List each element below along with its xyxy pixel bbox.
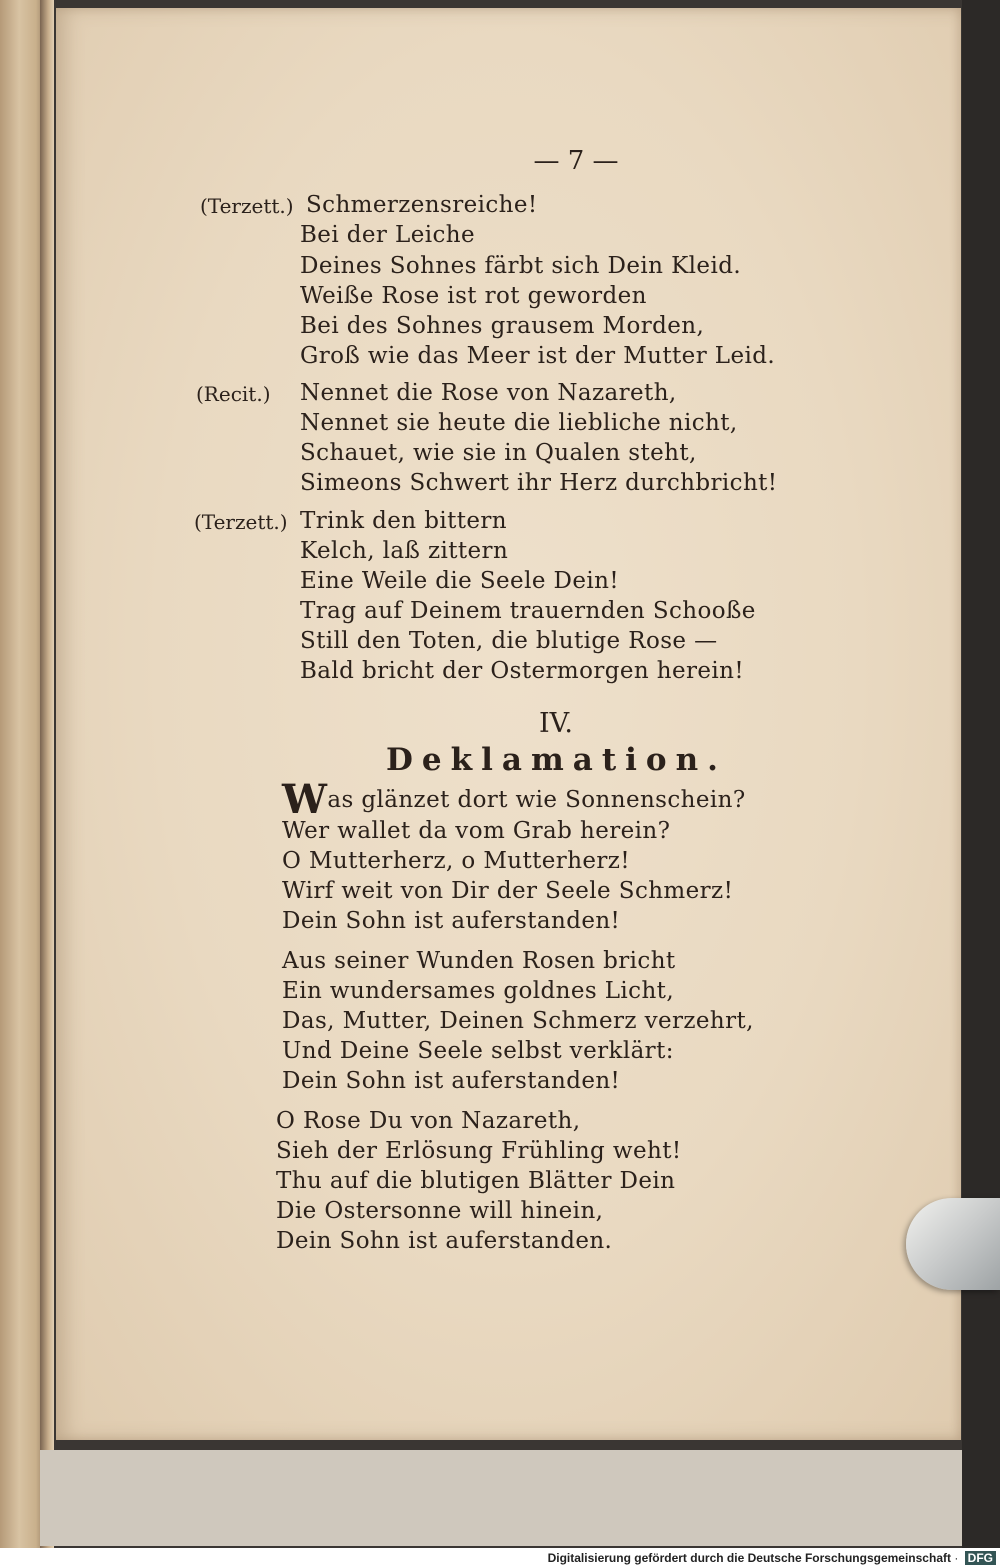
verse-line: Bei der Leiche — [300, 222, 475, 248]
verse-line: Kelch, laß zittern — [300, 538, 509, 564]
verse-line: Aus seiner Wunden Rosen bricht — [282, 948, 676, 974]
speaker-label: (Terzett.) — [194, 510, 288, 534]
verse-line: Groß wie das Meer ist der Mutter Leid. — [300, 343, 776, 369]
gutter-shadow — [40, 0, 54, 1548]
verse-line: Thu auf die blutigen Blätter Dein — [276, 1168, 676, 1194]
page-number: — 7 — — [533, 146, 619, 176]
verse-line: Trink den bittern — [300, 508, 507, 534]
verse-line: Eine Weile die Seele Dein! — [300, 568, 620, 594]
section-number: IV. — [538, 708, 574, 739]
verse-line: O Rose Du von Nazareth, — [276, 1108, 581, 1134]
verse-line: Dein Sohn ist auferstanden. — [276, 1228, 613, 1254]
verse-line: Trag auf Deinem trauernden Schooße — [300, 598, 756, 624]
dfg-logo: DFG — [965, 1551, 996, 1565]
verse-line: Deines Sohnes färbt sich Dein Kleid. — [300, 253, 742, 279]
verse-line: Die Ostersonne will hinein, — [276, 1198, 604, 1224]
scan-background — [962, 0, 1000, 1548]
page-clip-tab — [906, 1198, 1000, 1290]
verse-line: Ein wundersames goldnes Licht, — [282, 978, 675, 1004]
digitization-footer: Digitalisierung gefördert durch die Deutsche Forschungsgemeinschaft · DFG — [0, 1548, 1000, 1568]
speaker-label: (Recit.) — [196, 382, 271, 406]
verse-line: Weiße Rose ist rot geworden — [300, 283, 647, 309]
funding-credit: Digitalisierung gefördert durch die Deutsche Forschungsgemeinschaft — [547, 1551, 951, 1565]
verse-line: Bald bricht der Ostermorgen herein! — [300, 658, 745, 684]
verse-line: Still den Toten, die blutige Rose — — [300, 628, 718, 654]
verse-line: Nennet sie heute die liebliche nicht, — [300, 410, 738, 436]
book-page — [56, 8, 961, 1440]
backing-board — [40, 1450, 965, 1546]
verse-line: Schmerzensreiche! — [306, 192, 538, 218]
verse-line: Dein Sohn ist auferstanden! — [282, 1068, 621, 1094]
verse-line: Wer wallet da vom Grab herein? — [282, 818, 671, 844]
verse-line: Das, Mutter, Deinen Schmerz verzehrt, — [282, 1008, 754, 1034]
verse-line: Was glänzet dort wie Sonnenschein? — [282, 776, 746, 823]
speaker-label: (Terzett.) — [200, 194, 294, 218]
verse-line: Sieh der Erlösung Frühling weht! — [276, 1138, 682, 1164]
verse-line: Schauet, wie sie in Qualen steht, — [300, 440, 697, 466]
verse-line: O Mutterherz, o Mutterherz! — [282, 848, 630, 874]
section-title: Deklamation. — [386, 742, 727, 778]
drop-cap: W — [282, 776, 328, 823]
verse-line: Dein Sohn ist auferstanden! — [282, 908, 621, 934]
verse-line: Wirf weit von Dir der Seele Schmerz! — [282, 878, 734, 904]
verse-line: Und Deine Seele selbst verklärt: — [282, 1038, 674, 1064]
verse-line: Simeons Schwert ihr Herz durchbricht! — [300, 470, 778, 496]
verse-line: Nennet die Rose von Nazareth, — [300, 380, 677, 406]
verse-line: Bei des Sohnes grausem Morden, — [300, 313, 705, 339]
